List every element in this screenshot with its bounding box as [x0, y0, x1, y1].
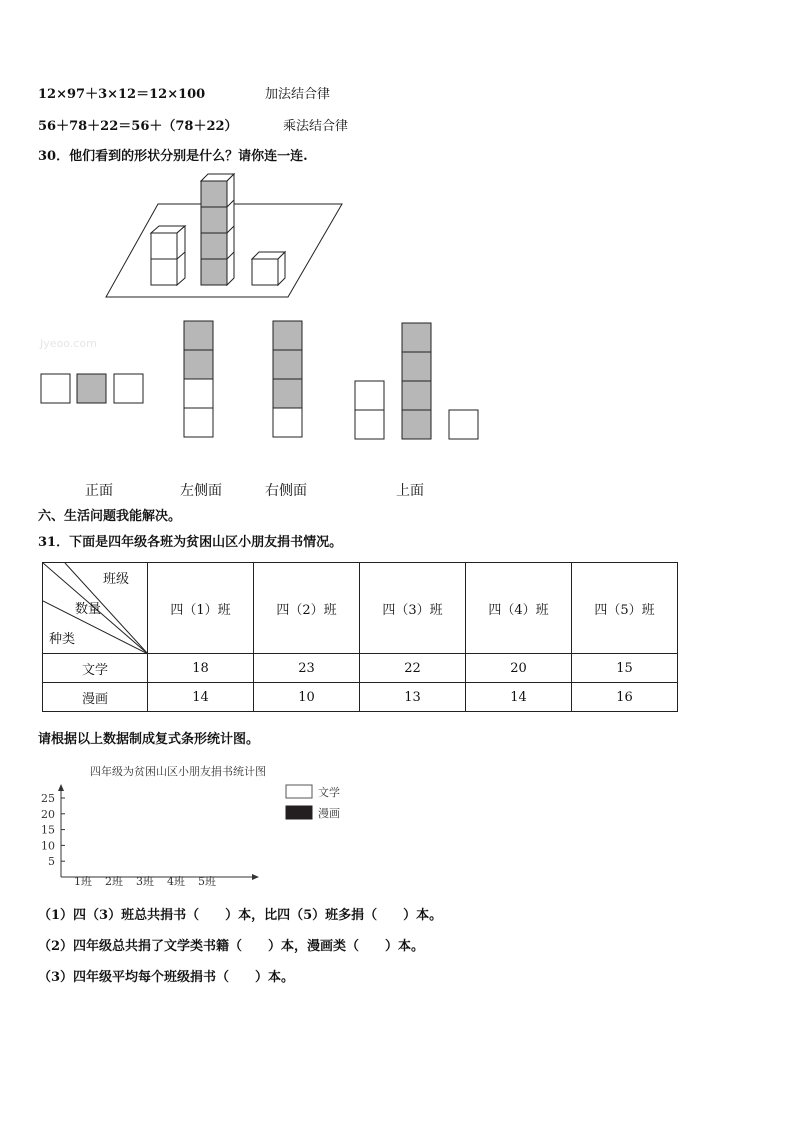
table-cell: 15: [572, 654, 678, 683]
table-cell: 13: [360, 683, 466, 712]
view-label-top: 上面: [396, 483, 424, 499]
y-tick-label: 25: [41, 792, 55, 805]
table-cell: 10: [254, 683, 360, 712]
x-category-label: 4班: [167, 875, 185, 888]
x-category-label: 3班: [136, 875, 154, 888]
y-tick-label: 10: [41, 839, 55, 853]
y-tick-label: 20: [41, 807, 55, 821]
view-label-right: 右侧面: [265, 483, 307, 499]
table-cell: 22: [360, 654, 466, 683]
x-category-label: 2班: [105, 875, 123, 888]
table-cell: 16: [572, 683, 678, 712]
corner-middle-label: 数量: [75, 602, 102, 617]
expression-2: 56＋78＋22＝56＋（78＋22）: [38, 119, 238, 134]
chart-instruction: 请根据以上数据制成复式条形统计图。: [38, 732, 260, 747]
legend-label-comics: 漫画: [318, 807, 340, 820]
legend-swatch-literature: [286, 785, 312, 798]
table-cell: 23: [254, 654, 360, 683]
legend-label-literature: 文学: [318, 786, 340, 799]
view-label-front: 正面: [85, 483, 113, 499]
law-label-1: 加法结合律: [265, 87, 331, 102]
legend-swatch-comics: [286, 806, 312, 819]
x-category-label: 1班: [74, 875, 92, 888]
corner-top-label: 班级: [103, 572, 130, 587]
watermark: Jyeoo.com: [40, 337, 97, 350]
sub-question-3: （3）四年级平均每个班级捐书（ ）本。: [38, 970, 295, 985]
table-cell: 18: [148, 654, 254, 683]
question-30-title: 30．他们看到的形状分别是什么？请你连一连.: [38, 149, 308, 164]
y-tick-label: 15: [41, 823, 55, 837]
table-cell: 20: [466, 654, 572, 683]
y-axis-arrow: [58, 784, 64, 791]
view-label-left: 左侧面: [180, 483, 222, 499]
column-header: 四（4）班: [466, 563, 572, 654]
section-6-title: 六、生活问题我能解决。: [38, 509, 182, 524]
question-31-title: 31．下面是四年级各班为贫困山区小朋友捐书情况。: [38, 535, 343, 550]
table-cell: 14: [466, 683, 572, 712]
corner-bottom-label: 种类: [49, 632, 76, 647]
y-tick-label: 5: [48, 855, 55, 869]
law-label-2: 乘法结合律: [283, 119, 349, 134]
column-header: 四（1）班: [148, 563, 254, 654]
chart-title: 四年级为贫困山区小朋友捐书统计图: [90, 765, 266, 778]
sub-question-1: （1）四（3）班总共捐书（ ）本，比四（5）班多捐（ ）本。: [38, 908, 443, 923]
column-header: 四（2）班: [254, 563, 360, 654]
table-cell: 14: [148, 683, 254, 712]
row-label: 文学: [43, 654, 148, 683]
x-axis-arrow: [252, 874, 259, 880]
column-header: 四（5）班: [572, 563, 678, 654]
row-label: 漫画: [43, 683, 148, 712]
expression-1: 12×97＋3×12＝12×100: [38, 87, 206, 102]
column-header: 四（3）班: [360, 563, 466, 654]
sub-question-2: （2）四年级总共捐了文学类书籍（ ）本，漫画类（ ）本。: [38, 939, 425, 954]
x-category-label: 5班: [198, 875, 216, 888]
